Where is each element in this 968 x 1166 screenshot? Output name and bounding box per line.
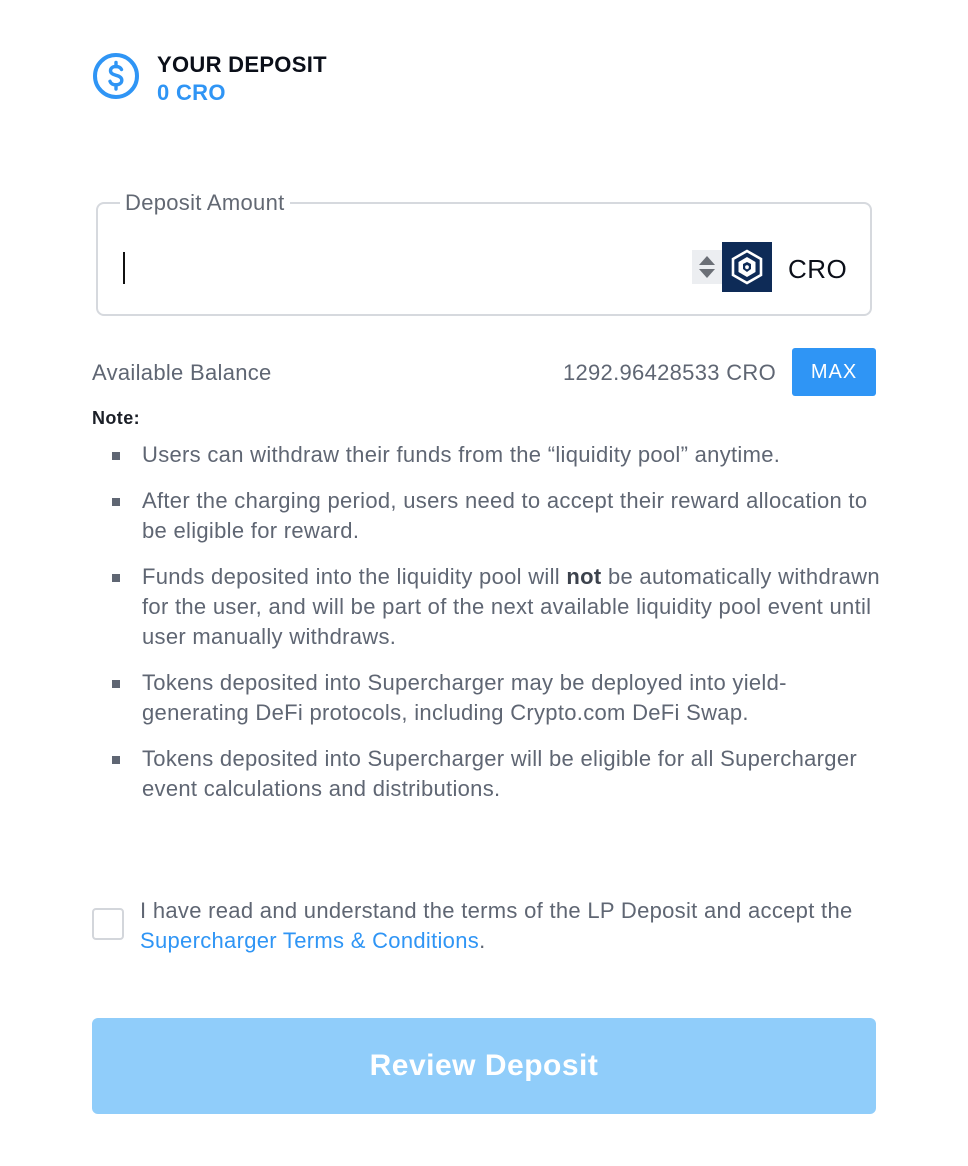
terms-text <box>140 896 876 956</box>
note-item-text: After the charging period, users need to accept their reward allocation to be eligible for reward. <box>142 488 868 543</box>
note-item <box>112 744 892 804</box>
cro-logo-icon <box>722 242 772 292</box>
bullet-icon <box>112 574 120 582</box>
text-caret <box>123 252 125 284</box>
note-item-text: Tokens deposited into Supercharger will be eligible for all Supercharger event calculations and distributions. <box>142 746 857 801</box>
dollar-circle-icon <box>92 52 140 100</box>
terms-text-after: . <box>479 928 486 953</box>
deposit-title: YOUR DEPOSIT <box>157 52 327 77</box>
deposit-amount-label: Deposit Amount <box>120 190 290 216</box>
bullet-icon <box>112 756 120 764</box>
note-item-text-pre: Funds deposited into the liquidity pool will <box>142 564 567 589</box>
note-item-text: Tokens deposited into Supercharger may be deployed into yield-generating DeFi protocols, including Crypto.com DeFi Swap. <box>142 670 787 725</box>
terms-checkbox[interactable] <box>92 908 124 940</box>
note-item-text-post: be automatically withdrawn for the user, and will be part of the next available liquidity pool event until user manually withdraws. <box>142 564 880 649</box>
note-label: Note: <box>92 408 140 428</box>
terms-link[interactable]: Supercharger Terms & Conditions <box>140 928 480 953</box>
note-item <box>112 486 892 546</box>
review-deposit-button[interactable]: Review Deposit <box>92 1018 876 1114</box>
available-balance-row <box>92 348 876 396</box>
note-item-text: Users can withdraw their funds from the “liquidity pool” anytime. <box>142 442 781 467</box>
available-balance-value: 1292.96428533 CRO <box>562 360 776 385</box>
note-item <box>112 440 892 470</box>
bullet-icon <box>112 498 120 506</box>
available-balance-label: Available Balance <box>92 360 272 385</box>
deposit-summary <box>92 52 327 108</box>
deposit-amount-input[interactable] <box>120 248 680 288</box>
stepper-up-icon[interactable] <box>699 256 715 265</box>
bullet-icon <box>112 452 120 460</box>
currency-unit: CRO <box>788 254 848 284</box>
max-button[interactable]: MAX <box>792 348 876 396</box>
bullet-icon <box>112 680 120 688</box>
note-list <box>112 440 892 820</box>
deposit-amount-field[interactable] <box>96 190 872 316</box>
stepper-down-icon[interactable] <box>699 269 715 278</box>
deposit-value: 0 CRO <box>157 80 226 105</box>
note-item <box>112 668 892 728</box>
number-stepper[interactable] <box>692 250 722 284</box>
terms-text-before: I have read and understand the terms of the LP Deposit and accept the <box>140 898 853 923</box>
note-item-emphasis: not <box>566 564 602 589</box>
note-item <box>112 562 892 652</box>
